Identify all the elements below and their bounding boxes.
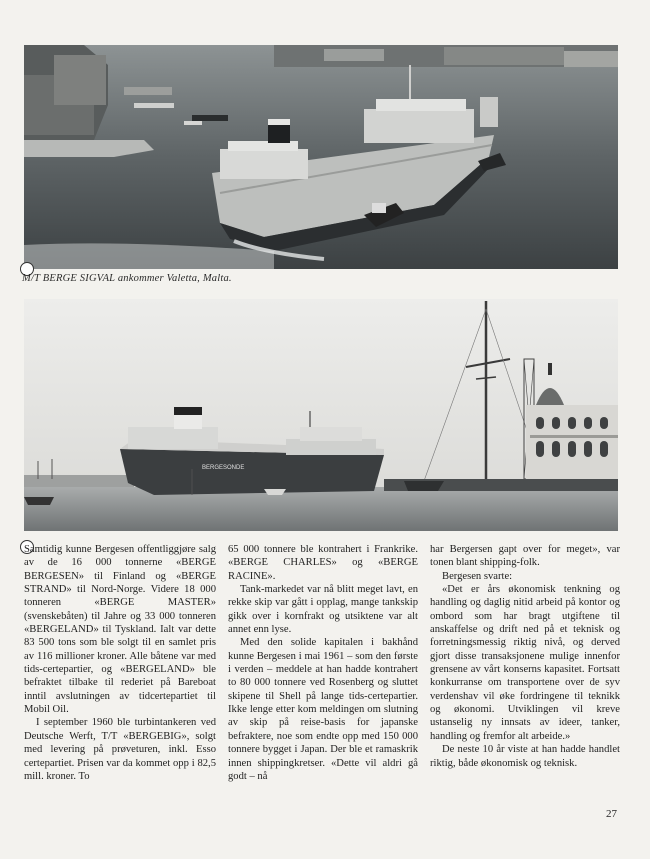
text-column-3 — [430, 543, 620, 770]
paragraph: Bergesen svarte: — [442, 570, 513, 582]
paragraph: Tank-markedet var nå blitt meget lavt, en rekke skip var gått i opplag, mange tankskip gikk over i kornfrakt og utsiktene var alt annet enn lyse. — [228, 584, 418, 636]
paragraph: I september 1960 ble turbintankeren ved Deutsche Werft, T/T «BERGEBIG», solgt med levering på prøveturen, inkl. Esso certepartiet. Prisen var da kommet opp i 82,5 mill. kroner. To — [24, 717, 216, 782]
paragraph: har Bergersen gapt over for meget», var tonen blant shipping-folk. — [430, 544, 620, 569]
paragraph: De neste 10 år viste at han hadde handlet riktig, både økonomisk og teknisk. — [430, 744, 620, 769]
photo-berge-sigval — [24, 45, 618, 269]
paragraph: 65 000 tonnere ble kontrahert i Frankrike. «BERGE CHARLES» og «BERGE RACINE». — [228, 544, 418, 582]
paragraph: «Det er års økonomisk tenkning og handling og daglig nitid arbeid på kontor og ombord som har bragt utgiftene til anskaffelse og drift ned på et teknisk og forretningsmessig riktig nivå, og derved gjort disse transaksjonene mulige innenfor grensene av vårt konserns kapasitet. Fortsatt konkurranse om transportene over de syv verdenshav vil øke fordringene til teknikk og økonomi. Utviklingen vil kreve ustanselig ny innsats av ideer, tanker, handling og fremfor alt arbeide.» — [430, 584, 620, 742]
page-number: 27 — [606, 808, 617, 820]
paragraph: Samtidig kunne Bergesen offentliggjøre salg av de 16 000 tonnerne «BERGE BERGESEN» til Finland og «BERGE STRAND» til Nord-Norge. Videre 18 000 tonneren «BERGE MASTER» (svenskebåten) til Jahre og 33 000 tonneren «BERGELAND» til Tyskland. Ialt var dette 83 500 tons som ble solgt til en samlet pris av 116 millioner kroner. Alle båtene var med tids-certepartier, og «BERGELAND» ble befraktet tilbake til rederiet på Bareboat inntil avslutningen av tidcertepartiet til Mobil Oil. — [24, 544, 216, 716]
paragraph: Med den solide kapitalen i bakhånd kunne Bergesen i mai 1961 – som den første i verden – meddele at han hadde kontrahert to 80 000 tonnere ved Rosenberg og sluttet skipene til Shell på lange tids-certepartier. Ikke lenge etter kom meldingen om slutning av skip på reise-basis for japanske befraktere, noe som endte opp med 150 000 tonnere bygget i Japan. Der ble et ramaskrik innen shippingkretser. «Dette vil aldri gå godt – nå — [228, 637, 418, 782]
text-column-1 — [24, 543, 216, 783]
photo-caption: M/T BERGE SIGVAL ankommer Valetta, Malta. — [22, 273, 232, 284]
ship-hull-name: BERGESONDE — [202, 465, 245, 471]
text-column-2 — [228, 543, 418, 783]
photo-bergesonde — [24, 299, 618, 531]
